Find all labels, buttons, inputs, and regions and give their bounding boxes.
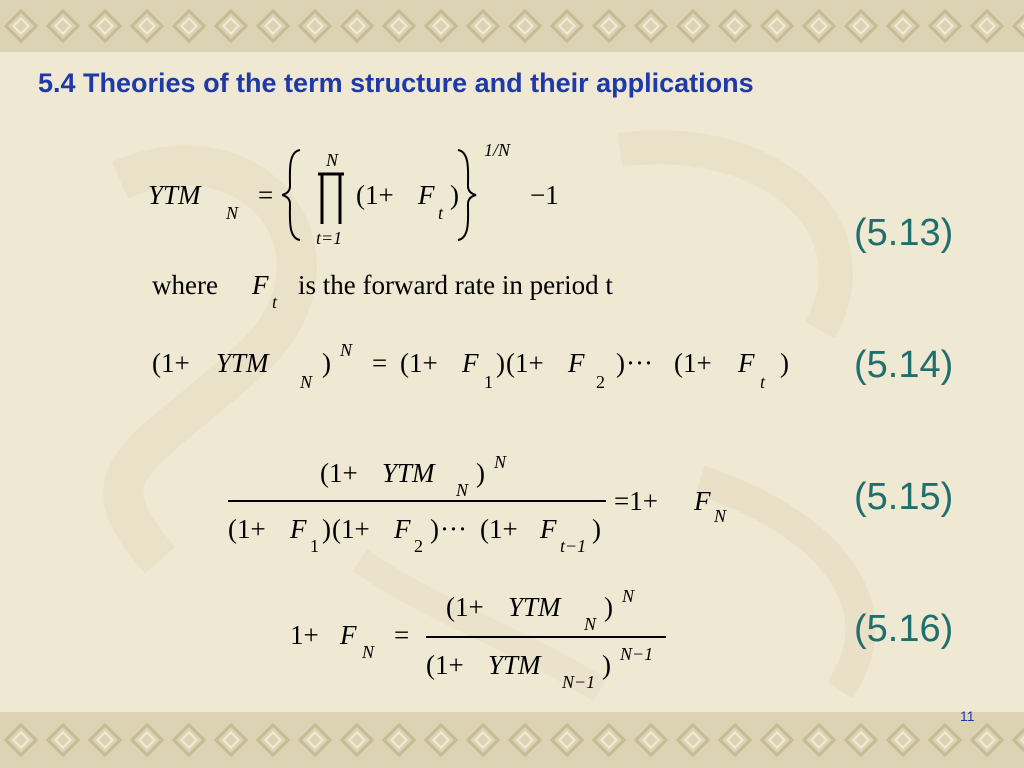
where-var-subscript: t — [272, 292, 278, 312]
eq515-den-f1: F — [290, 514, 307, 544]
eq515-den-f2-subscript: 2 — [414, 536, 423, 556]
eq515-den-f1-subscript: 1 — [310, 536, 319, 556]
eq514-close-2: ) — [616, 348, 625, 378]
eq514-ft: F — [738, 348, 755, 378]
eq514-close-1: ) — [496, 348, 505, 378]
term-close: ) — [450, 180, 459, 210]
eq516-fraction-bar — [426, 636, 666, 638]
forward-rate-subscript: t — [438, 203, 444, 223]
page-number: 11 — [960, 708, 975, 724]
root-exponent: 1/N — [484, 140, 511, 160]
eq514-f1: F — [462, 348, 479, 378]
eq515-rhs-subscript: N — [714, 506, 727, 526]
eq515-num-ytm: YTM — [382, 458, 435, 488]
eq516-num-ytm: YTM — [508, 592, 561, 622]
eq514-close: ) — [322, 348, 331, 378]
eq514-exponent: N — [340, 340, 353, 360]
eq516-lhs-subscript: N — [362, 642, 375, 662]
eq514-f1-subscript: 1 — [484, 372, 493, 392]
eq516-den-open: (1+ — [426, 650, 464, 680]
slide-title: 5.4 Theories of the term structure and their applications — [38, 68, 754, 98]
equation-number-5-15: (5.15) — [854, 476, 954, 518]
equation-number-5-14: (5.14) — [854, 344, 954, 386]
eq516-den-ytm: YTM — [488, 650, 541, 680]
where-var: F — [252, 270, 269, 300]
eq515-rhs: =1+ — [614, 486, 658, 516]
eq514-open-2: (1+ — [506, 348, 544, 378]
eq514-ytm-subscript: N — [300, 372, 313, 392]
eq515-den-flast: F — [540, 514, 557, 544]
eq515-den-dots: ··· — [440, 514, 467, 544]
eq516-lhs-var: F — [340, 620, 357, 650]
eq515-den-open-last: (1+ — [480, 514, 518, 544]
eq516-equals: = — [394, 620, 410, 650]
where-prefix: where — [152, 270, 218, 300]
eq516-den-exponent: N−1 — [620, 644, 654, 664]
eq515-rhs-var: F — [694, 486, 711, 516]
eq515-den-close-2: ) — [430, 514, 439, 544]
eq515-num-subscript: N — [456, 480, 469, 500]
equals-sign: = — [258, 180, 274, 210]
eq514-open-1: (1+ — [400, 348, 438, 378]
eq514-equals: = — [372, 348, 388, 378]
minus-one: −1 — [530, 180, 559, 210]
eq515-den-open-2: (1+ — [332, 514, 370, 544]
eq516-num-exponent: N — [622, 586, 635, 606]
top-decorative-border — [0, 0, 1024, 52]
product-lower-limit: t=1 — [316, 228, 343, 248]
eq515-den-close-last: ) — [592, 514, 601, 544]
eq515-num-exponent: N — [494, 452, 507, 472]
eq516-num-subscript: N — [584, 614, 597, 634]
equation-number-5-13: (5.13) — [854, 212, 954, 254]
eq514-open-t: (1+ — [674, 348, 712, 378]
forward-rate-symbol: F — [418, 180, 435, 210]
product-upper-limit: N — [326, 150, 339, 170]
eq515-den-last-subscript: t−1 — [560, 536, 587, 556]
bottom-decorative-border — [0, 712, 1024, 768]
ytm-symbol: YTM — [148, 180, 201, 210]
ytm-subscript: N — [226, 203, 239, 223]
eq515-den-close-1: ) — [322, 514, 331, 544]
eq514-f2-subscript: 2 — [596, 372, 605, 392]
eq514-close-t: ) — [780, 348, 789, 378]
where-suffix: is the forward rate in period t — [298, 270, 613, 300]
eq516-lhs: 1+ — [290, 620, 319, 650]
eq514-ytm: YTM — [216, 348, 269, 378]
eq514-ft-subscript: t — [760, 372, 766, 392]
eq516-num-close: ) — [604, 592, 613, 622]
eq515-num-open: (1+ — [320, 458, 358, 488]
eq516-den-close: ) — [602, 650, 611, 680]
eq514-open: (1+ — [152, 348, 190, 378]
eq515-num-close: ) — [476, 458, 485, 488]
eq516-den-subscript: N−1 — [562, 672, 596, 692]
equation-number-5-16: (5.16) — [854, 608, 954, 650]
eq515-fraction-bar — [228, 500, 606, 502]
eq515-den-open-1: (1+ — [228, 514, 266, 544]
term-open: (1+ — [356, 180, 394, 210]
eq516-num-open: (1+ — [446, 592, 484, 622]
eq514-dots: ··· — [626, 348, 653, 378]
eq515-den-f2: F — [394, 514, 411, 544]
eq514-f2: F — [568, 348, 585, 378]
